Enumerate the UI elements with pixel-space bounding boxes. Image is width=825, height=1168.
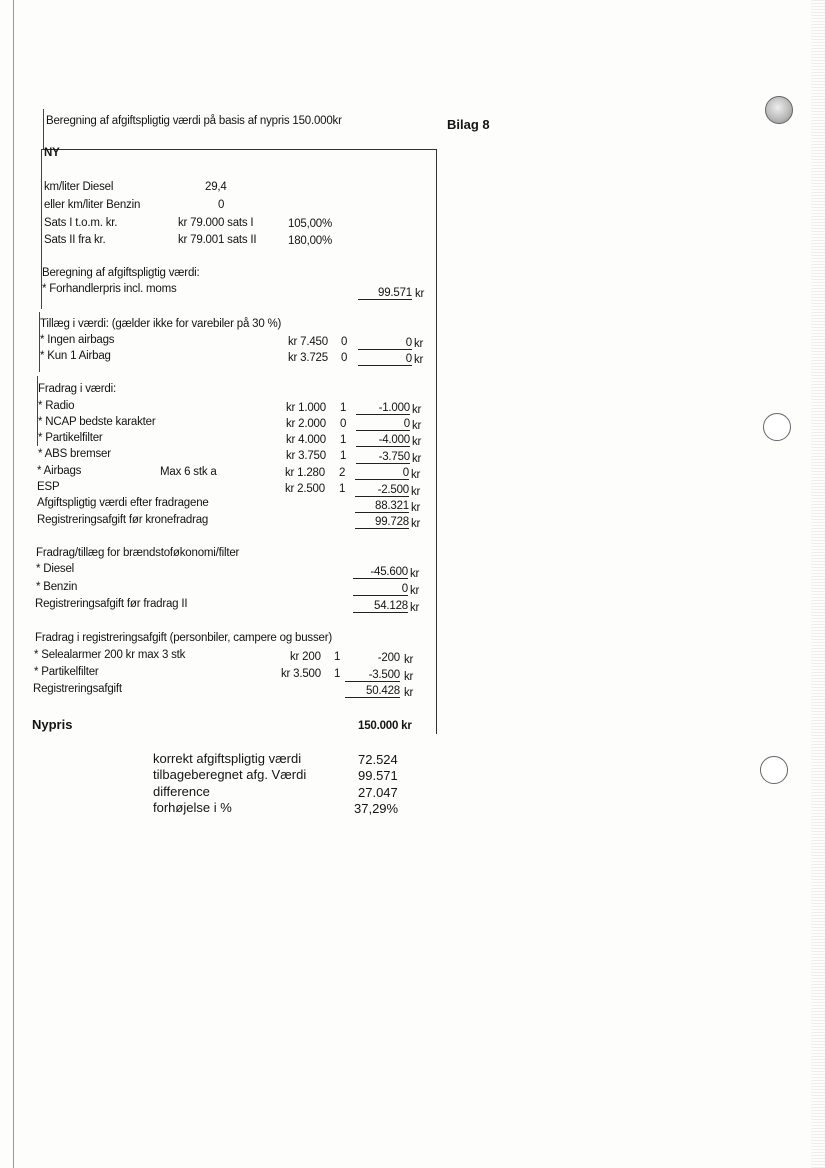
row-price: kr 3.725 bbox=[288, 352, 328, 364]
section-heading: Beregning af afgiftspligtig værdi: bbox=[42, 267, 200, 279]
row-label: Registreringsafgift bbox=[33, 683, 122, 695]
unit-kr: kr bbox=[411, 502, 421, 514]
row-price: kr 1.280 bbox=[285, 467, 325, 479]
param-value: kr 79.001 sats II bbox=[178, 234, 257, 246]
page-left-edge bbox=[13, 0, 14, 1168]
row-label: * Airbags bbox=[37, 465, 82, 477]
row-qty: 1 bbox=[340, 434, 347, 446]
param-percent: 180,00% bbox=[288, 235, 332, 247]
row-note: Max 6 stk a bbox=[160, 466, 217, 478]
unit-kr: kr bbox=[415, 288, 425, 300]
row-price: kr 1.000 bbox=[286, 402, 326, 414]
summary-label: difference bbox=[153, 784, 210, 799]
row-value: 50.428 bbox=[345, 685, 400, 698]
section-heading: Fradrag/tillæg for brændstoføkonomi/filter bbox=[36, 547, 240, 559]
row-value: -2.500 bbox=[355, 484, 409, 497]
row-value: 0 bbox=[358, 353, 412, 366]
row-qty: 1 bbox=[334, 668, 341, 680]
row-label: * Partikelfilter bbox=[34, 666, 99, 678]
row-value: -4.000 bbox=[356, 434, 410, 447]
section-heading: Fradrag i registreringsafgift (personbiler, campere og busser) bbox=[35, 632, 332, 644]
summary-value: 99.571 bbox=[358, 768, 398, 783]
row-price: kr 3.500 bbox=[281, 668, 321, 680]
row-label: * Diesel bbox=[36, 563, 75, 575]
row-value: 0 bbox=[356, 418, 410, 431]
nypris-label: Nypris bbox=[32, 717, 73, 732]
row-qty: 0 bbox=[340, 418, 347, 430]
unit-kr: kr bbox=[412, 404, 422, 416]
row-value: 99.571 bbox=[358, 287, 412, 300]
bilag-label: Bilag 8 bbox=[447, 117, 490, 132]
summary-value: 27.047 bbox=[358, 785, 398, 800]
summary-value: 72.524 bbox=[358, 752, 398, 767]
param-percent: 105,00% bbox=[288, 218, 332, 230]
param-label: Sats I t.o.m. kr. bbox=[44, 217, 118, 229]
punch-hole-middle bbox=[763, 413, 791, 441]
row-qty: 0 bbox=[341, 336, 348, 348]
row-qty: 2 bbox=[339, 467, 346, 479]
row-label: * Ingen airbags bbox=[40, 334, 115, 346]
row-value: 88.321 bbox=[355, 500, 409, 513]
param-value: 0 bbox=[218, 199, 225, 211]
row-value: 99.728 bbox=[355, 516, 409, 529]
row-value: 54.128 bbox=[353, 600, 408, 613]
row-value: 0 bbox=[355, 467, 409, 480]
summary-value: 37,29% bbox=[354, 801, 399, 816]
unit-kr: kr bbox=[404, 687, 414, 699]
param-label: eller km/liter Benzin bbox=[44, 199, 141, 211]
left-rule-top bbox=[43, 109, 44, 149]
row-label: ESP bbox=[37, 481, 60, 493]
unit-kr: kr bbox=[404, 654, 414, 666]
row-price: kr 7.450 bbox=[288, 336, 328, 348]
unit-kr: kr bbox=[410, 568, 420, 580]
row-price: kr 2.000 bbox=[286, 418, 326, 430]
row-label: * Partikelfilter bbox=[38, 432, 103, 444]
row-label: Registreringsafgift før kronefradrag bbox=[37, 514, 209, 526]
row-label: * NCAP bedste karakter bbox=[38, 416, 156, 428]
row-label: Afgiftspligtig værdi efter fradragene bbox=[37, 497, 209, 509]
param-value: kr 79.000 sats I bbox=[178, 217, 254, 229]
row-label: * ABS bremser bbox=[38, 448, 111, 460]
unit-kr: kr bbox=[411, 469, 421, 481]
unit-kr: kr bbox=[411, 518, 421, 530]
summary-label: tilbageberegnet afg. Værdi bbox=[153, 767, 307, 782]
row-value: -3.500 bbox=[345, 669, 400, 682]
row-qty: 0 bbox=[341, 352, 348, 364]
row-label: * Selealarmer 200 kr max 3 stk bbox=[34, 649, 186, 661]
row-value: -3.750 bbox=[356, 451, 410, 464]
row-qty: 1 bbox=[340, 450, 347, 462]
row-price: kr 2.500 bbox=[285, 483, 325, 495]
unit-kr: kr bbox=[410, 585, 420, 597]
row-label: Registreringsafgift før fradrag II bbox=[35, 598, 188, 610]
row-label: * Benzin bbox=[36, 581, 78, 593]
row-price: kr 4.000 bbox=[286, 434, 326, 446]
nypris-value: 150.000 kr bbox=[358, 720, 412, 732]
unit-kr: kr bbox=[410, 602, 420, 614]
document-title: Beregning af afgiftspligtig værdi på basis af nypris 150.000kr bbox=[46, 115, 342, 127]
row-value: -1.000 bbox=[356, 402, 410, 415]
param-value: 29,4 bbox=[205, 181, 227, 193]
punch-hole-bottom bbox=[760, 756, 788, 784]
row-label: * Kun 1 Airbag bbox=[40, 350, 111, 362]
row-value: 0 bbox=[353, 583, 408, 596]
row-price: kr 200 bbox=[290, 651, 321, 663]
punch-hole-top bbox=[765, 96, 793, 124]
page-right-edge bbox=[811, 0, 825, 1168]
row-label: * Radio bbox=[38, 400, 75, 412]
summary-label: forhøjelse i % bbox=[153, 800, 232, 815]
row-price: kr 3.750 bbox=[286, 450, 326, 462]
summary-label: korrekt afgiftspligtig værdi bbox=[153, 751, 302, 766]
unit-kr: kr bbox=[411, 486, 421, 498]
row-qty: 1 bbox=[334, 651, 341, 663]
unit-kr: kr bbox=[412, 453, 422, 465]
section-heading: Fradrag i værdi: bbox=[38, 383, 116, 395]
param-label: Sats II fra kr. bbox=[44, 234, 106, 246]
unit-kr: kr bbox=[414, 338, 424, 350]
row-qty: 1 bbox=[339, 483, 346, 495]
row-value: -200 bbox=[377, 652, 400, 664]
unit-kr: kr bbox=[414, 354, 424, 366]
unit-kr: kr bbox=[404, 671, 414, 683]
row-label: * Forhandlerpris incl. moms bbox=[42, 283, 177, 295]
unit-kr: kr bbox=[412, 420, 422, 432]
section-heading: Tillæg i værdi: (gælder ikke for varebiler på 30 %) bbox=[40, 318, 282, 330]
row-value: -45.600 bbox=[353, 566, 408, 579]
param-label: km/liter Diesel bbox=[44, 181, 114, 193]
row-qty: 1 bbox=[340, 402, 347, 414]
unit-kr: kr bbox=[412, 436, 422, 448]
box-label: NY bbox=[44, 147, 60, 159]
row-value: 0 bbox=[358, 337, 412, 350]
